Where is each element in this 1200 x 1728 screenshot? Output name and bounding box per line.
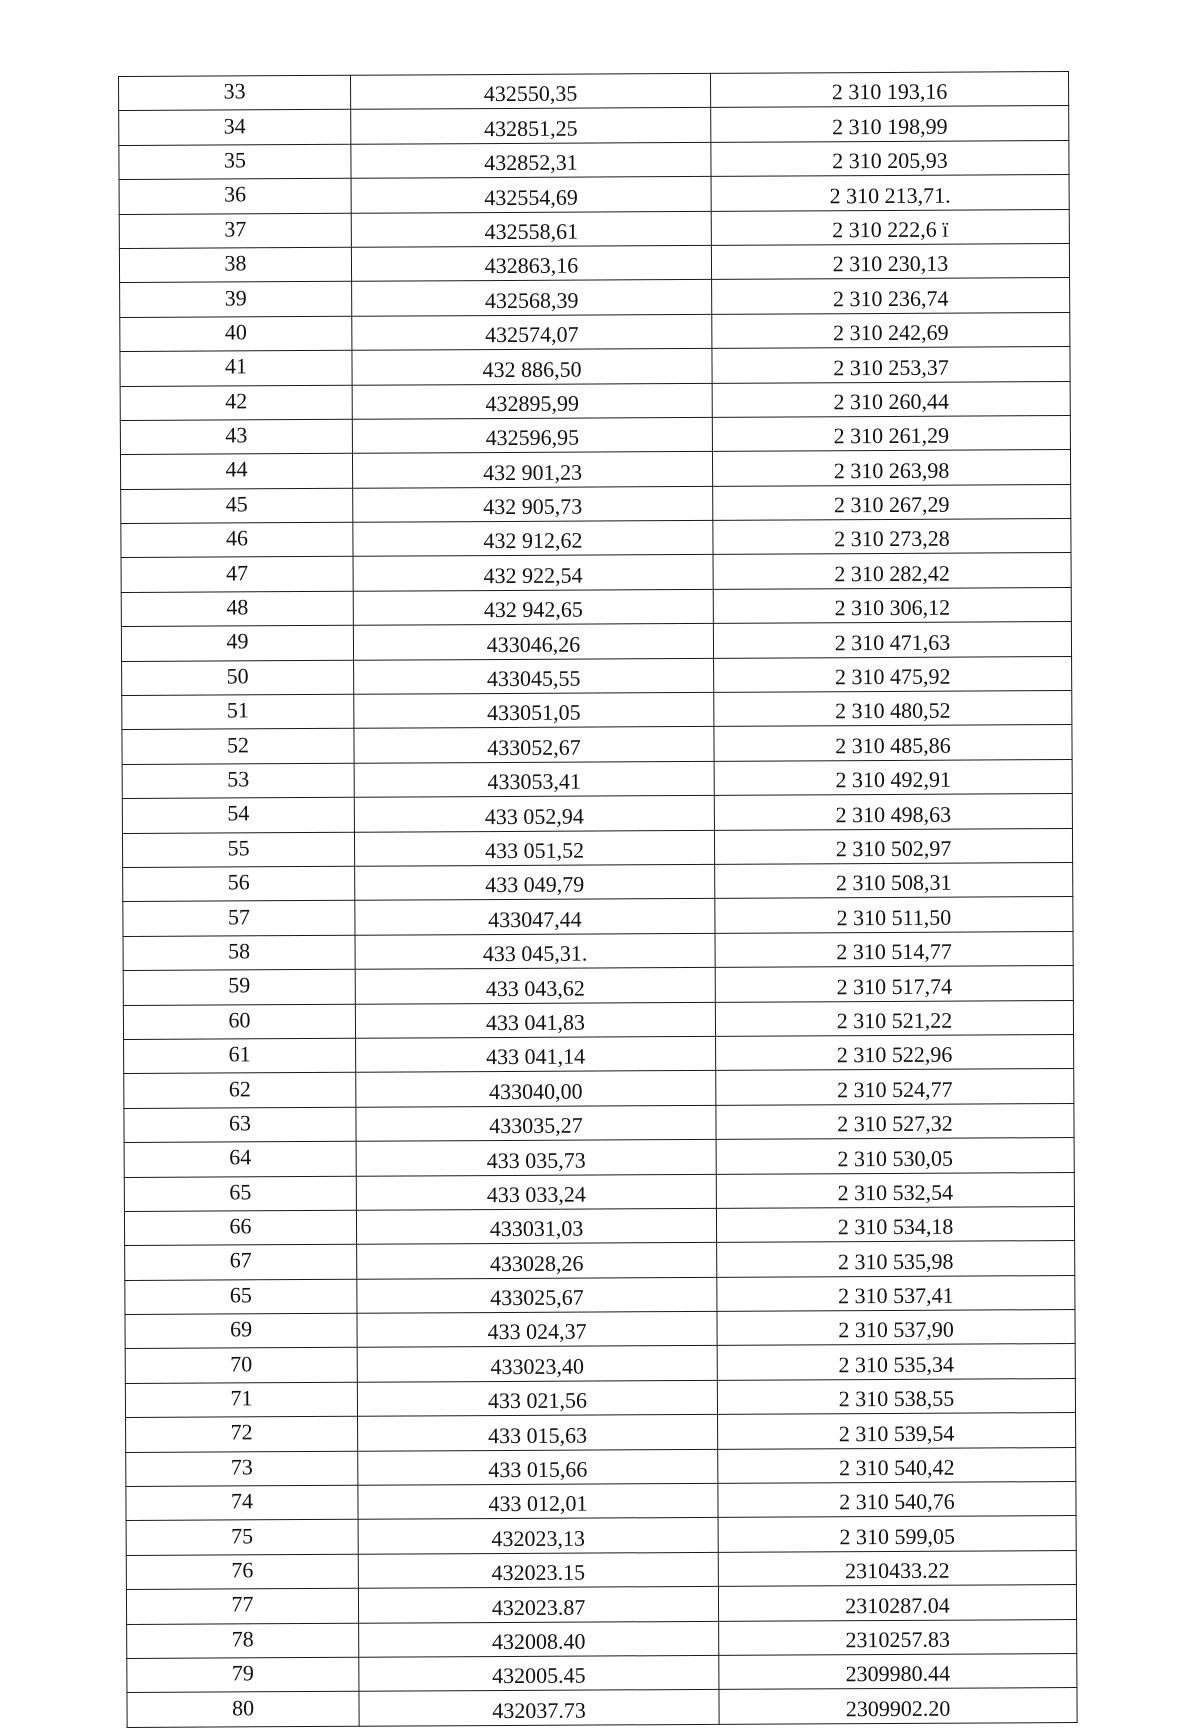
table-row — [120, 450, 1070, 489]
point-number-cell: 48 — [121, 591, 353, 627]
table-row — [122, 656, 1072, 695]
x-coordinate-cell: 433 021,56 — [357, 1380, 717, 1416]
y-coordinate-cell: 2309980.44 — [719, 1653, 1077, 1689]
table-row — [124, 1034, 1074, 1073]
table-row — [126, 1413, 1076, 1452]
point-number-cell: 69 — [125, 1313, 357, 1349]
point-number-cell: 52 — [122, 729, 354, 765]
table-row — [123, 966, 1073, 1005]
table-row — [123, 862, 1073, 901]
point-number-cell: 65 — [125, 1279, 357, 1315]
x-coordinate-cell: 433046,26 — [353, 624, 713, 660]
y-coordinate-cell: 2 310 524,77 — [716, 1069, 1074, 1105]
table-row — [121, 553, 1071, 592]
table-row — [121, 622, 1071, 661]
point-number-cell: 39 — [120, 282, 352, 318]
x-coordinate-cell: 432863,16 — [351, 245, 711, 281]
y-coordinate-cell: 2 310 260,44 — [712, 381, 1070, 417]
point-number-cell: 66 — [124, 1210, 356, 1246]
point-number-cell: 37 — [119, 213, 351, 249]
table-row — [120, 312, 1070, 351]
point-number-cell: 51 — [122, 694, 354, 730]
x-coordinate-cell: 432008.40 — [359, 1621, 719, 1657]
x-coordinate-cell: 432037.73 — [359, 1690, 719, 1726]
x-coordinate-cell: 433 041,83 — [355, 1002, 715, 1038]
y-coordinate-cell: 2 310 538,55 — [717, 1378, 1075, 1414]
table-row — [121, 587, 1071, 626]
point-number-cell: 47 — [121, 557, 353, 593]
table-row — [119, 106, 1069, 145]
table-row — [125, 1241, 1075, 1280]
point-number-cell: 80 — [127, 1692, 359, 1728]
y-coordinate-cell: 2 310 517,74 — [715, 966, 1073, 1002]
y-coordinate-cell: 2 310 267,29 — [713, 484, 1071, 520]
table-row — [119, 209, 1069, 248]
table-row — [122, 691, 1072, 730]
y-coordinate-cell: 2 310 514,77 — [715, 931, 1073, 967]
y-coordinate-cell: 2 310 263,98 — [712, 450, 1070, 486]
y-coordinate-cell: 2310257.83 — [719, 1619, 1077, 1655]
x-coordinate-cell: 433052,67 — [354, 727, 714, 763]
point-number-cell: 72 — [126, 1416, 358, 1452]
x-coordinate-cell: 433 033,24 — [356, 1174, 716, 1210]
x-coordinate-cell: 433 049,79 — [355, 864, 715, 900]
x-coordinate-cell: 433028,26 — [357, 1243, 717, 1279]
x-coordinate-cell: 433051,05 — [354, 692, 714, 728]
y-coordinate-cell: 2 310 532,54 — [716, 1172, 1074, 1208]
table-row — [120, 347, 1070, 386]
x-coordinate-cell: 433035,27 — [356, 1105, 716, 1141]
y-coordinate-cell: 2 310 537,41 — [717, 1275, 1075, 1311]
table-row — [124, 1103, 1074, 1142]
coordinates-table-body — [119, 72, 1078, 1728]
point-number-cell: 54 — [122, 797, 354, 833]
x-coordinate-cell: 432 912,62 — [353, 520, 713, 556]
y-coordinate-cell: 2 310 540,42 — [718, 1447, 1076, 1483]
x-coordinate-cell: 432895,99 — [352, 383, 712, 419]
x-coordinate-cell: 433 041,14 — [356, 1036, 716, 1072]
table-row — [121, 484, 1071, 523]
point-number-cell: 41 — [120, 350, 352, 386]
table-row — [126, 1516, 1076, 1555]
point-number-cell: 77 — [126, 1588, 358, 1624]
y-coordinate-cell: 2 310 222,6 ї — [711, 209, 1069, 245]
x-coordinate-cell: 432023,13 — [358, 1518, 718, 1554]
table-row — [126, 1585, 1076, 1624]
x-coordinate-cell: 432568,39 — [352, 280, 712, 316]
table-row — [125, 1344, 1075, 1383]
x-coordinate-cell: 433 045,31. — [355, 933, 715, 969]
table-row — [119, 140, 1069, 179]
table-row — [122, 794, 1072, 833]
point-number-cell: 59 — [123, 969, 355, 1005]
y-coordinate-cell: 2 310 236,74 — [712, 278, 1070, 314]
y-coordinate-cell: 2 310 253,37 — [712, 347, 1070, 383]
x-coordinate-cell: 433 043,62 — [355, 968, 715, 1004]
point-number-cell: 57 — [123, 901, 355, 937]
x-coordinate-cell: 432596,95 — [352, 417, 712, 453]
y-coordinate-cell: 2 310 502,97 — [714, 828, 1072, 864]
point-number-cell: 78 — [127, 1623, 359, 1659]
x-coordinate-cell: 433 035,73 — [356, 1139, 716, 1175]
table-row — [122, 759, 1072, 798]
point-number-cell: 42 — [120, 385, 352, 421]
x-coordinate-cell: 433031,03 — [356, 1208, 716, 1244]
x-coordinate-cell: 433 051,52 — [354, 830, 714, 866]
point-number-cell: 65 — [124, 1176, 356, 1212]
y-coordinate-cell: 2 310 485,86 — [714, 725, 1072, 761]
y-coordinate-cell: 2 310 534,18 — [716, 1206, 1074, 1242]
table-row — [123, 897, 1073, 936]
point-number-cell: 71 — [125, 1382, 357, 1418]
point-number-cell: 61 — [124, 1038, 356, 1074]
x-coordinate-cell: 433 024,37 — [357, 1311, 717, 1347]
table-row — [124, 1069, 1074, 1108]
table-row — [119, 175, 1069, 214]
y-coordinate-cell: 2 310 522,96 — [716, 1034, 1074, 1070]
x-coordinate-cell: 433 015,66 — [358, 1449, 718, 1485]
x-coordinate-cell: 432 901,23 — [352, 452, 712, 488]
x-coordinate-cell: 433025,67 — [357, 1277, 717, 1313]
point-number-cell: 34 — [119, 110, 351, 146]
point-number-cell: 55 — [122, 832, 354, 868]
point-number-cell: 40 — [120, 316, 352, 352]
x-coordinate-cell: 432851,25 — [351, 108, 711, 144]
point-number-cell: 73 — [126, 1451, 358, 1487]
y-coordinate-cell: 2 310 535,34 — [717, 1344, 1075, 1380]
table-row — [125, 1378, 1075, 1417]
y-coordinate-cell: 2 310 511,50 — [715, 897, 1073, 933]
table-row — [126, 1482, 1076, 1521]
point-number-cell: 49 — [121, 626, 353, 662]
point-number-cell: 45 — [121, 488, 353, 524]
x-coordinate-cell: 432550,35 — [350, 73, 710, 109]
x-coordinate-cell: 432852,31 — [351, 142, 711, 178]
point-number-cell: 38 — [119, 247, 351, 283]
y-coordinate-cell: 2 310 480,52 — [714, 691, 1072, 727]
y-coordinate-cell: 2 310 205,93 — [711, 140, 1069, 176]
x-coordinate-cell: 432 886,50 — [352, 349, 712, 385]
y-coordinate-cell: 2 310 539,54 — [718, 1413, 1076, 1449]
point-number-cell: 50 — [122, 660, 354, 696]
point-number-cell: 58 — [123, 935, 355, 971]
point-number-cell: 36 — [119, 178, 351, 214]
x-coordinate-cell: 433 012,01 — [358, 1483, 718, 1519]
table-row — [120, 381, 1070, 420]
table-row — [127, 1688, 1077, 1727]
x-coordinate-cell: 433040,00 — [356, 1071, 716, 1107]
y-coordinate-cell: 2 310 498,63 — [714, 794, 1072, 830]
x-coordinate-cell: 432023.87 — [358, 1587, 718, 1623]
y-coordinate-cell: 2 310 471,63 — [713, 622, 1071, 658]
table-row — [123, 931, 1073, 970]
table-row — [121, 519, 1071, 558]
x-coordinate-cell: 433023,40 — [357, 1346, 717, 1382]
y-coordinate-cell: 2 310 475,92 — [714, 656, 1072, 692]
point-number-cell: 64 — [124, 1141, 356, 1177]
point-number-cell: 75 — [126, 1520, 358, 1556]
x-coordinate-cell: 432 942,65 — [353, 589, 713, 625]
y-coordinate-cell: 2 310 261,29 — [712, 415, 1070, 451]
point-number-cell: 74 — [126, 1485, 358, 1521]
point-number-cell: 43 — [120, 419, 352, 455]
point-number-cell: 67 — [125, 1245, 357, 1281]
y-coordinate-cell: 2 310 198,99 — [711, 106, 1069, 142]
point-number-cell: 33 — [119, 75, 351, 111]
x-coordinate-cell: 433045,55 — [354, 658, 714, 694]
x-coordinate-cell: 432574,07 — [352, 314, 712, 350]
y-coordinate-cell: 2 310 273,28 — [713, 519, 1071, 555]
coordinates-table — [118, 71, 1078, 1728]
y-coordinate-cell: 2309902.20 — [719, 1688, 1077, 1724]
table-row — [119, 72, 1069, 111]
x-coordinate-cell: 432554,69 — [351, 177, 711, 213]
table-row — [120, 278, 1070, 317]
table-row — [124, 1172, 1074, 1211]
y-coordinate-cell: 2 310 527,32 — [716, 1103, 1074, 1139]
table-row — [120, 415, 1070, 454]
table-row — [126, 1447, 1076, 1486]
x-coordinate-cell: 433 052,94 — [354, 796, 714, 832]
table-row — [119, 243, 1069, 282]
x-coordinate-cell: 433053,41 — [354, 761, 714, 797]
point-number-cell: 62 — [124, 1073, 356, 1109]
y-coordinate-cell: 2 310 193,16 — [710, 72, 1068, 108]
point-number-cell: 70 — [125, 1348, 357, 1384]
y-coordinate-cell: 2310287.04 — [718, 1585, 1076, 1621]
table-row — [125, 1275, 1075, 1314]
y-coordinate-cell: 2 310 521,22 — [715, 1000, 1073, 1036]
y-coordinate-cell: 2 310 599,05 — [718, 1516, 1076, 1552]
point-number-cell: 76 — [126, 1554, 358, 1590]
table-row — [124, 1206, 1074, 1245]
table-row — [126, 1550, 1076, 1589]
y-coordinate-cell: 2 310 537,90 — [717, 1310, 1075, 1346]
x-coordinate-cell: 432558,61 — [351, 211, 711, 247]
y-coordinate-cell: 2 310 530,05 — [716, 1138, 1074, 1174]
point-number-cell: 35 — [119, 144, 351, 180]
y-coordinate-cell: 2 310 230,13 — [711, 243, 1069, 279]
y-coordinate-cell: 2 310 242,69 — [712, 312, 1070, 348]
x-coordinate-cell: 432 922,54 — [353, 555, 713, 591]
y-coordinate-cell: 2 310 282,42 — [713, 553, 1071, 589]
y-coordinate-cell: 2310433.22 — [718, 1550, 1076, 1586]
point-number-cell: 46 — [121, 522, 353, 558]
x-coordinate-cell: 432 905,73 — [353, 486, 713, 522]
y-coordinate-cell: 2 310 492,91 — [714, 759, 1072, 795]
x-coordinate-cell: 432023.15 — [358, 1552, 718, 1588]
x-coordinate-cell: 432005.45 — [359, 1655, 719, 1691]
x-coordinate-cell: 433047,44 — [355, 899, 715, 935]
table-row — [125, 1310, 1075, 1349]
point-number-cell: 56 — [123, 866, 355, 902]
y-coordinate-cell: 2 310 535,98 — [717, 1241, 1075, 1277]
point-number-cell: 53 — [122, 763, 354, 799]
table-row — [122, 725, 1072, 764]
y-coordinate-cell: 2 310 306,12 — [713, 587, 1071, 623]
point-number-cell: 44 — [120, 454, 352, 490]
y-coordinate-cell: 2 310 540,76 — [718, 1482, 1076, 1518]
table-row — [127, 1619, 1077, 1658]
y-coordinate-cell: 2 310 213,71. — [711, 175, 1069, 211]
point-number-cell: 79 — [127, 1657, 359, 1693]
table-row — [123, 1000, 1073, 1039]
table-row — [127, 1653, 1077, 1692]
y-coordinate-cell: 2 310 508,31 — [715, 862, 1073, 898]
x-coordinate-cell: 433 015,63 — [358, 1415, 718, 1451]
point-number-cell: 60 — [123, 1004, 355, 1040]
point-number-cell: 63 — [124, 1107, 356, 1143]
table-row — [124, 1138, 1074, 1177]
table-row — [122, 828, 1072, 867]
